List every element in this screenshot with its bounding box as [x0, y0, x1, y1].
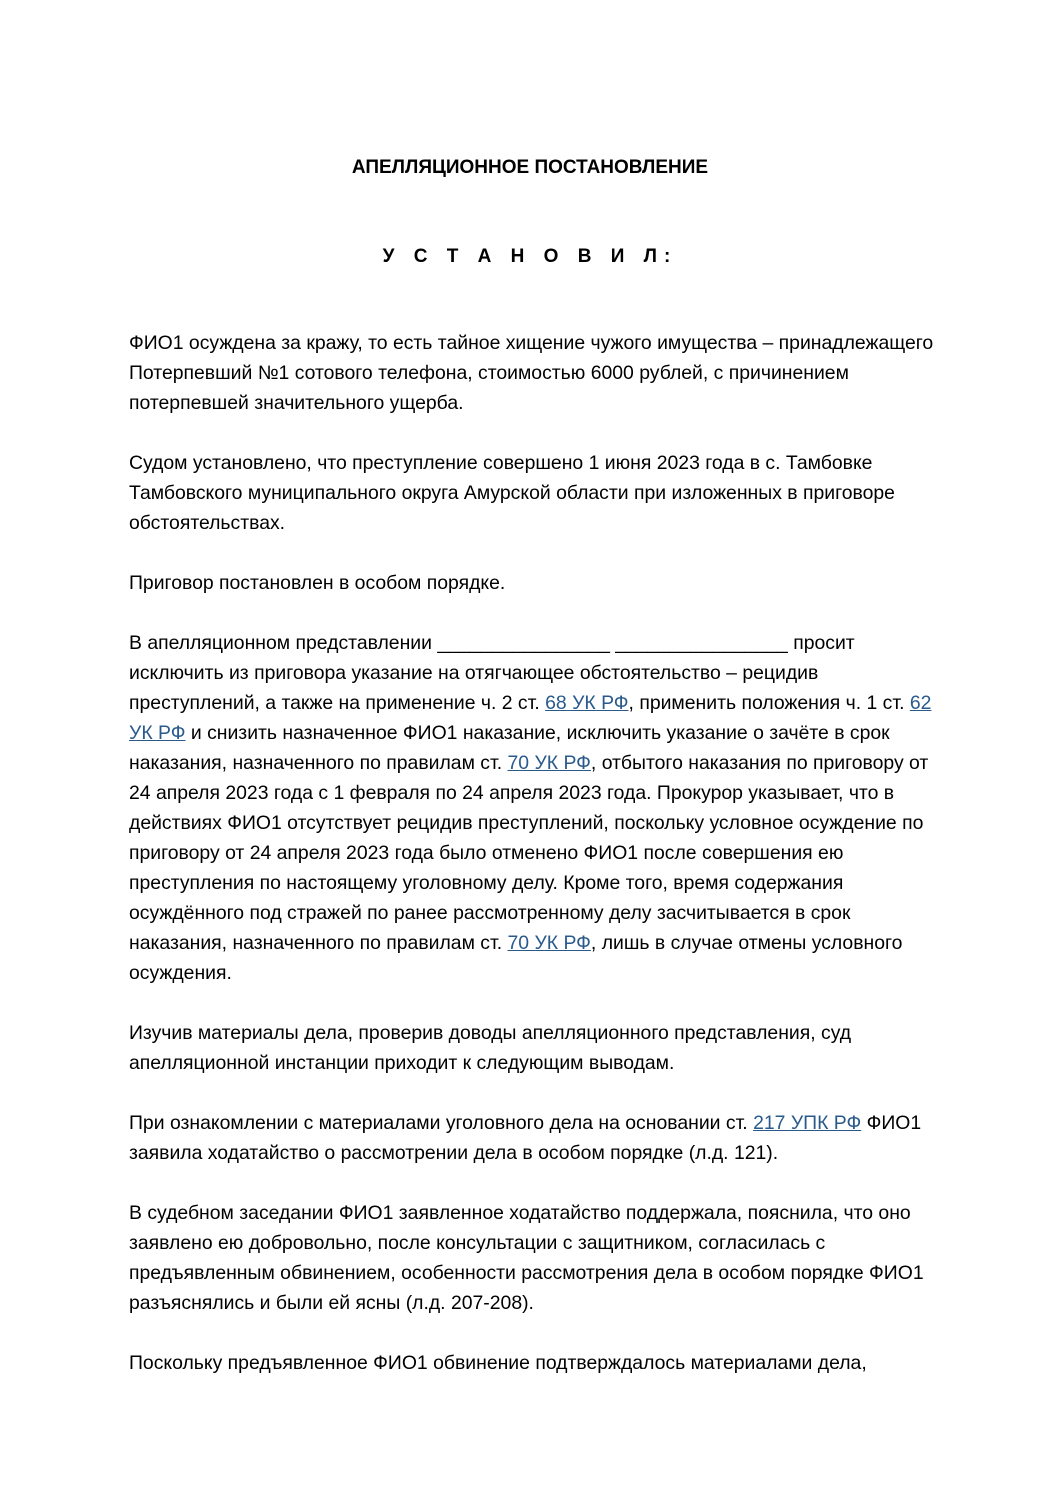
text-segment: , применить положения ч. 1 ст.: [628, 692, 910, 714]
document-subtitle: У С Т А Н О В И Л:: [382, 246, 678, 267]
law-link-62-uk-rf[interactable]: 62 УК РФ: [129, 692, 932, 744]
law-link-68-uk-rf[interactable]: 68 УК РФ: [545, 692, 629, 714]
text-segment: , отбытого наказания по приговору от 24 апреля 2023 года с 1 февраля по 24 апреля 2023 года. Прокурор указывает, что в действиях ФИО1 отсутствует рецидив преступлений, поскольку условное осуждение по приговору от 24 апреля 2023 года было отменено ФИО1 после совершения ею преступления по настоящему уголовному делу. Кроме того, время содержания осуждённого под стражей по ранее рассмотренному делу засчитывается в срок наказания, назначенного по правилам ст.: [129, 752, 929, 954]
law-link-70-uk-rf[interactable]: 70 УК РФ: [507, 752, 591, 774]
paragraph-appeal-submission: [129, 628, 939, 988]
text-segment: ФИО1 заявила ходатайство о рассмотрении дела в особом порядке (л.д. 121).: [129, 1112, 922, 1164]
document-title: АПЕЛЛЯЦИОННОЕ ПОСТАНОВЛЕНИЕ: [351, 157, 709, 178]
paragraph-court-hearing: В судебном заседании ФИО1 заявленное ходатайство поддержала, пояснила, что оно заявлено ею добровольно, после консультации с защитником, согласилась с предъявленным обвинением, особенности рассмотрения дела в особом порядке ФИО1 разъяснялись и были ей ясны (л.д. 207-208).: [129, 1202, 924, 1314]
paragraph-case-familiarization: [129, 1108, 939, 1168]
text-segment: В апелляционном представлении ________________ ________________ просит исключить из приговора указание на отягчающее обстоятельство – рецидив преступлений, а также на применение ч. 2 ст.: [129, 632, 855, 714]
law-link-70-uk-rf-second[interactable]: 70 УК РФ: [507, 932, 591, 954]
paragraph-court-review: Изучив материалы дела, проверив доводы апелляционного представления, суд апелляционной инстанции приходит к следующим выводам.: [129, 1022, 852, 1074]
paragraph-crime-circumstances: Судом установлено, что преступление совершено 1 июня 2023 года в с. Тамбовке Тамбовского муниципального округа Амурской области при изложенных в приговоре обстоятельствах.: [129, 452, 895, 534]
text-segment: При ознакомлении с материалами уголовного дела на основании ст.: [129, 1112, 754, 1134]
text-segment: , лишь в случае отмены условного осуждения.: [129, 932, 903, 984]
document-body: [129, 328, 939, 1408]
paragraph-conclusion-start: Поскольку предъявленное ФИО1 обвинение подтверждалось материалами дела,: [129, 1352, 867, 1374]
paragraph-special-procedure: Приговор постановлен в особом порядке.: [129, 572, 506, 594]
text-segment: и снизить назначенное ФИО1 наказание, исключить указание о зачёте в срок наказания, назначенного по правилам ст.: [129, 722, 890, 774]
law-link-217-upk-rf[interactable]: 217 УПК РФ: [753, 1112, 862, 1134]
paragraph-conviction: ФИО1 осуждена за кражу, то есть тайное хищение чужого имущества – принадлежащего Потерпевший №1 сотового телефона, стоимостью 6000 рублей, с причинением потерпевшей значительного ущерба.: [129, 332, 934, 414]
